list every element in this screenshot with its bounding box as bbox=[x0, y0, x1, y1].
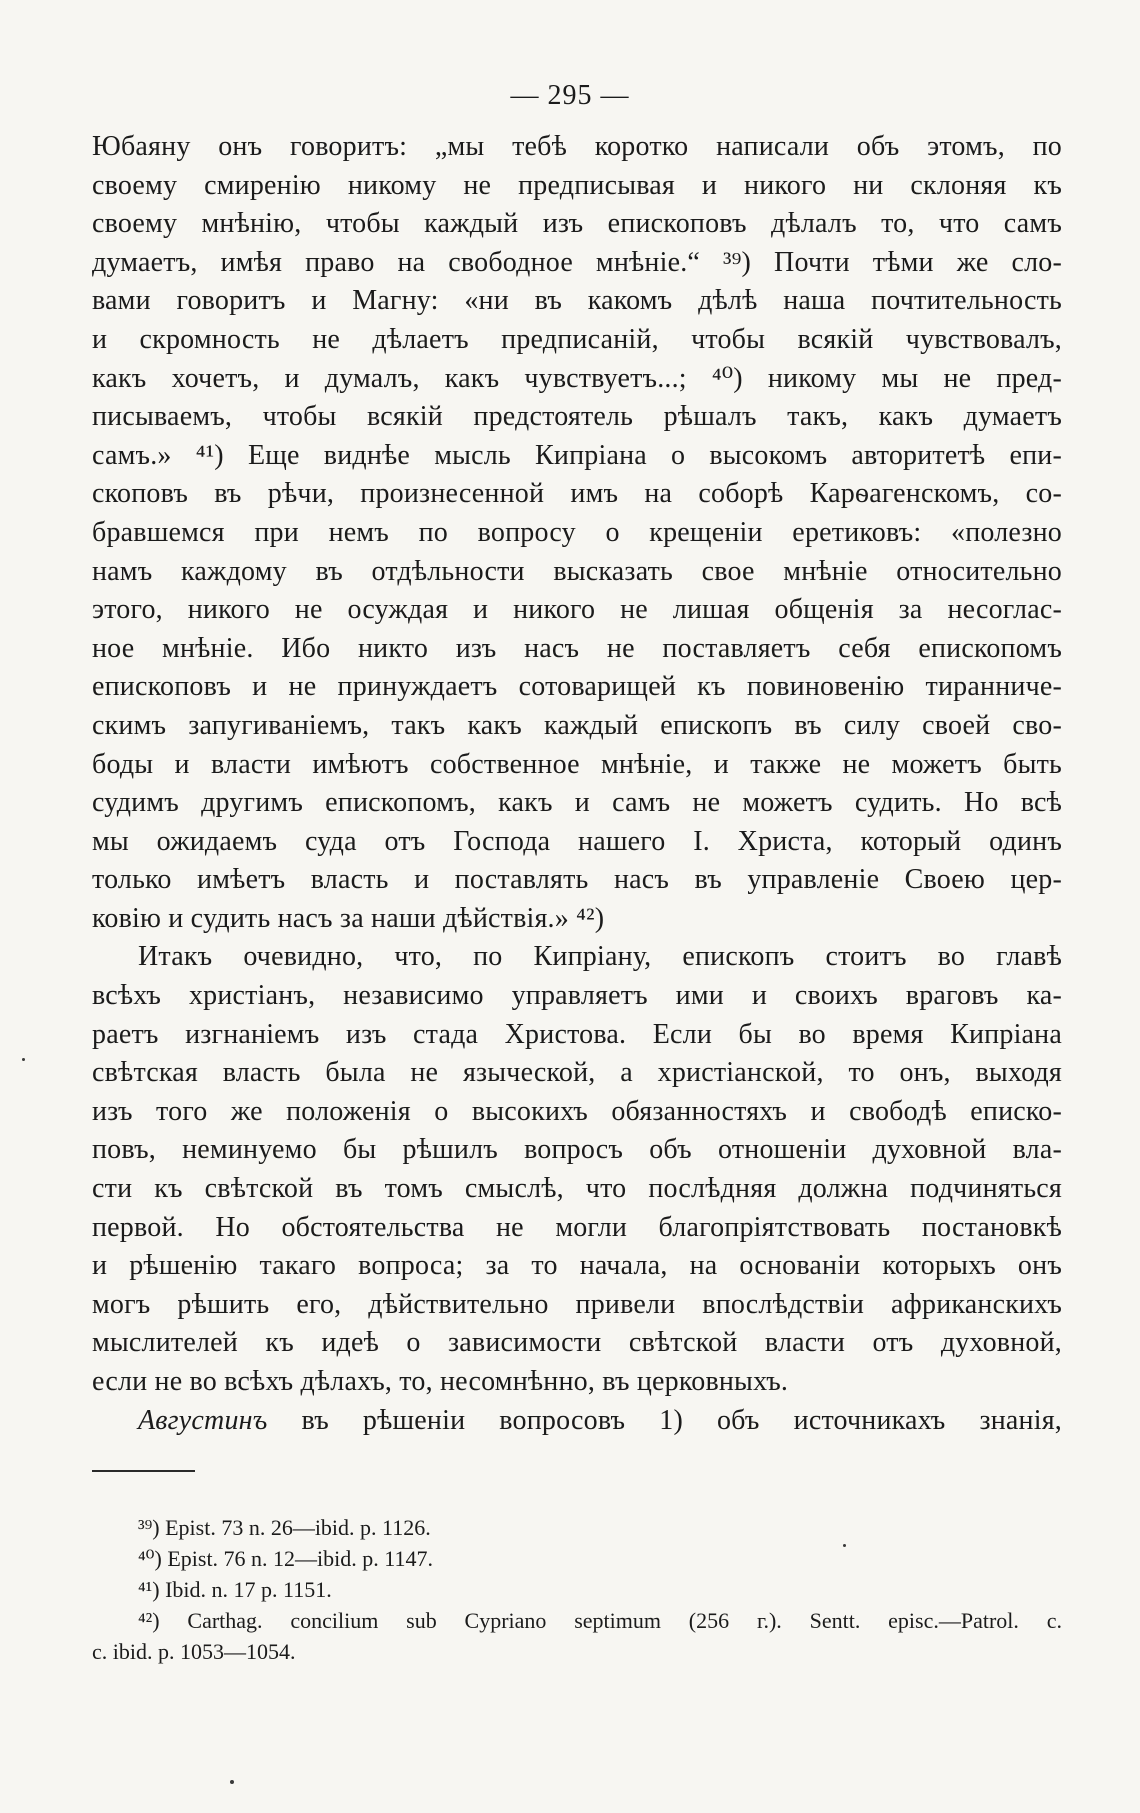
text-line: самъ.» ⁴¹) Еще виднѣе мысль Кипріана о высокомъ авторитетѣ епи- bbox=[92, 439, 1062, 471]
text-line: думаетъ, имѣя право на свободное мнѣніе.“ ³⁹) Почти тѣми же сло- bbox=[92, 246, 1062, 278]
footnote-number: ⁴⁰) bbox=[138, 1546, 162, 1571]
text-line: и скромность не дѣлаетъ предписаній, чтобы всякій чувствовалъ, bbox=[92, 323, 1062, 355]
page-number: — 295 — bbox=[510, 80, 630, 111]
text-line: мы ожидаемъ суда отъ Господа нашего І. Христа, который одинъ bbox=[92, 825, 1062, 857]
text-line: писываемъ, чтобы всякій предстоятель рѣшалъ такъ, какъ думаетъ bbox=[92, 401, 1062, 433]
text-line: сти къ свѣтской въ томъ смыслѣ, что послѣдняя должна подчиняться bbox=[92, 1173, 1062, 1205]
text-line: скимъ запугиваніемъ, такъ какъ каждый епископъ въ силу своей сво- bbox=[92, 709, 1062, 741]
italic-name: Августинъ bbox=[138, 1404, 268, 1436]
text-line: вами говоритъ и Магну: «ни въ какомъ дѣлѣ наша почтительность bbox=[92, 285, 1062, 317]
footnote-line bbox=[92, 1605, 1062, 1636]
text-line: только имѣетъ власть и поставлять насъ въ управленіе Своею цер- bbox=[92, 864, 1062, 896]
text-line: епископовъ и не принуждаетъ сотоварищей къ повиновенію тиранниче- bbox=[92, 671, 1062, 703]
footnote-text: c. ibid. p. 1053—1054. bbox=[92, 1639, 296, 1664]
footnote-number: ⁴¹) bbox=[138, 1577, 160, 1602]
text-line: скоповъ въ рѣчи, произнесенной имъ на соборѣ Карѳагенскомъ, со- bbox=[92, 478, 1062, 510]
text-line: всѣхъ христіанъ, независимо управляетъ ими и своихъ враговъ ка- bbox=[92, 980, 1062, 1012]
footnote-text: Epist. 73 n. 26—ibid. p. 1126. bbox=[159, 1515, 431, 1540]
text-line: какъ хочетъ, и думалъ, какъ чувствуетъ...; ⁴⁰) никому мы не пред- bbox=[92, 362, 1062, 394]
text-line: Итакъ очевидно, что, по Кипріану, епископъ стоитъ во главѣ bbox=[138, 941, 1062, 973]
text-line: своему смиренію никому не предписывая и никого ни склоняя къ bbox=[92, 169, 1062, 201]
body-text bbox=[92, 128, 1062, 1440]
text-line: и рѣшенію такаго вопроса; за то начала, на основаніи которыхъ онъ bbox=[92, 1250, 1062, 1282]
footnote-line bbox=[92, 1512, 1062, 1543]
print-speck bbox=[22, 1058, 25, 1061]
text-line-rest: въ рѣшеніи вопросовъ 1) объ источникахъ знанія, bbox=[267, 1404, 1062, 1436]
text-line: повъ, неминуемо бы рѣшилъ вопросъ объ отношеніи духовной вла- bbox=[92, 1134, 1062, 1166]
text-line: изъ того же положенія о высокихъ обязанностяхъ и свободѣ еписко- bbox=[92, 1095, 1062, 1127]
footnotes bbox=[92, 1512, 1062, 1667]
footnote-number: ³⁹) bbox=[138, 1515, 160, 1540]
footnote-number: ⁴²) bbox=[138, 1608, 160, 1633]
print-speck bbox=[230, 1780, 234, 1784]
text-line: первой. Но обстоятельства не могли благопріятствовать постановкѣ bbox=[92, 1211, 1062, 1243]
footnote-text: Carthag. concilium sub Cypriano septimum (256 г.). Sentt. episc.—Patrol. c. bbox=[159, 1608, 1062, 1633]
text-line: если не во всѣхъ дѣлахъ, то, несомнѣнно, въ церковныхъ. bbox=[92, 1366, 789, 1397]
text-line: ное мнѣніе. Ибо никто изъ насъ не поставляетъ себя епископомъ bbox=[92, 632, 1062, 664]
footnote-text: Epist. 76 n. 12—ibid. p. 1147. bbox=[161, 1546, 433, 1571]
text-line: раетъ изгнаніемъ изъ стада Христова. Если бы во время Кипріана bbox=[92, 1018, 1062, 1050]
text-line: своему мнѣнію, чтобы каждый изъ епископовъ дѣлалъ то, что самъ bbox=[92, 208, 1062, 240]
text-line: судимъ другимъ епископомъ, какъ и самъ не можетъ судить. Но всѣ bbox=[92, 787, 1062, 819]
text-line: свѣтская власть была не языческой, а христіанской, то онъ, выходя bbox=[92, 1057, 1062, 1089]
text-line: этого, никого не осуждая и никого не лишая общенія за несоглас- bbox=[92, 594, 1062, 626]
text-line: намъ каждому въ отдѣльности высказать свое мнѣніе относительно bbox=[92, 555, 1062, 587]
text-line: могъ рѣшить его, дѣйствительно привели впослѣдствіи африканскихъ bbox=[92, 1288, 1062, 1320]
text-line: Юбаяну онъ говоритъ: „мы тебѣ коротко написали объ этомъ, по bbox=[92, 131, 1062, 162]
text-line: боды и власти имѣютъ собственное мнѣніе, и также не можетъ быть bbox=[92, 748, 1062, 780]
print-speck bbox=[843, 1544, 846, 1547]
text-line: ковію и судить насъ за наши дѣйствія.» ⁴²) bbox=[92, 902, 605, 934]
footnote-line bbox=[92, 1636, 1062, 1667]
text-line: бравшемся при немъ по вопросу о крещеніи еретиковъ: «полезно bbox=[92, 516, 1062, 548]
text-line bbox=[92, 1402, 1062, 1441]
footnote-text: Ibid. n. 17 p. 1151. bbox=[159, 1577, 332, 1602]
text-line: мыслителей къ идеѣ о зависимости свѣтской власти отъ духовной, bbox=[92, 1327, 1062, 1359]
footnote-line bbox=[92, 1543, 1062, 1574]
footnote-line bbox=[92, 1574, 1062, 1605]
footnote-divider bbox=[92, 1470, 195, 1472]
